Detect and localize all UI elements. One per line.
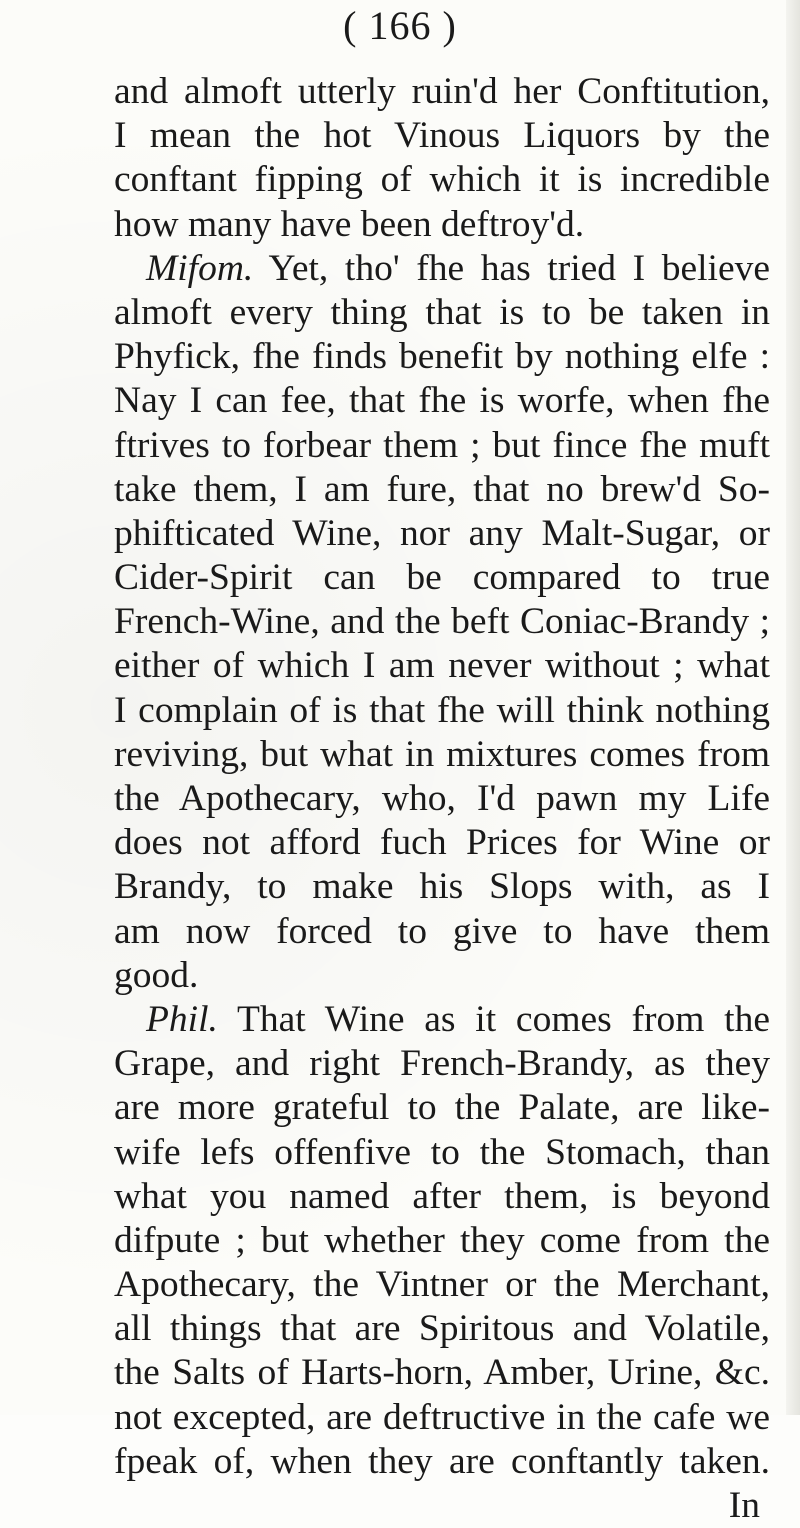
text-line: I mean the hot Vinous Liquors by the — [114, 115, 770, 157]
body-text — [114, 70, 770, 1528]
text-line: either of which I am never without ; what — [114, 645, 770, 687]
text-line: Brandy, to make his Slops with, as I — [114, 866, 770, 908]
text-line: French-Wine, and the beft Coniac-Brandy ; — [114, 601, 770, 643]
text-line: Grape, and right French-Brandy, as they — [114, 1043, 770, 1085]
text-line: conftant fipping of which it is incredible — [114, 159, 770, 201]
text-line: does not afford fuch Prices for Wine or — [114, 822, 770, 864]
page-number: ( 166 ) — [343, 3, 457, 48]
text-line: ftrives to forbear them ; but fince fhe muft — [114, 424, 770, 466]
text-line-speaker — [114, 247, 770, 291]
text-line: difpute ; but whether they come from the — [114, 1219, 770, 1261]
text-line: take them, I am fure, that no brew'd So- — [114, 468, 770, 510]
text-line: what you named after them, is beyond — [114, 1175, 770, 1217]
speaker-text: That Wine as it comes from the — [236, 998, 770, 1040]
text-line: how many have been deftroy'd. — [114, 203, 585, 245]
speaker-name: Mifom. — [146, 247, 254, 289]
text-line: not excepted, are deftructive in the cafe we — [114, 1396, 770, 1438]
text-line: the Salts of Harts-horn, Amber, Urine, &c. — [114, 1352, 770, 1394]
text-line: Phyfick, fhe finds benefit by nothing elfe : — [114, 336, 770, 378]
text-line: good. — [114, 954, 199, 996]
text-line: are more grateful to the Palate, are like- — [114, 1087, 770, 1129]
text-line: almoft every thing that is to be taken in — [114, 291, 770, 333]
text-line: reviving, but what in mixtures comes from — [114, 733, 770, 775]
text-line: fpeak of, when they are conftantly taken. — [114, 1440, 770, 1482]
text-line: Cider-Spirit can be compared to true — [114, 557, 770, 599]
speaker-name: Phil. — [146, 998, 218, 1040]
speaker-text: Yet, tho' fhe has tried I believe — [268, 247, 771, 289]
text-line: phifticated Wine, nor any Malt-Sugar, or — [114, 512, 770, 554]
text-line: all things that are Spiritous and Volatile, — [114, 1308, 770, 1350]
page-edge — [786, 0, 800, 1415]
catchword: In — [728, 1485, 760, 1526]
text-line: Apothecary, the Vintner or the Merchant, — [114, 1264, 770, 1306]
text-line: and almoft utterly ruin'd her Conftitution, — [114, 71, 770, 112]
text-line: I complain of is that fhe will think nothing — [114, 689, 770, 731]
text-line: Nay I can fee, that fhe is worfe, when fhe — [114, 380, 770, 422]
text-line: the Apothecary, who, I'd pawn my Life — [114, 778, 770, 819]
text-line-speaker — [114, 998, 770, 1042]
text-line: am now forced to give to have them — [114, 910, 770, 952]
text-line: wife lefs offenfive to the Stomach, than — [114, 1131, 770, 1173]
